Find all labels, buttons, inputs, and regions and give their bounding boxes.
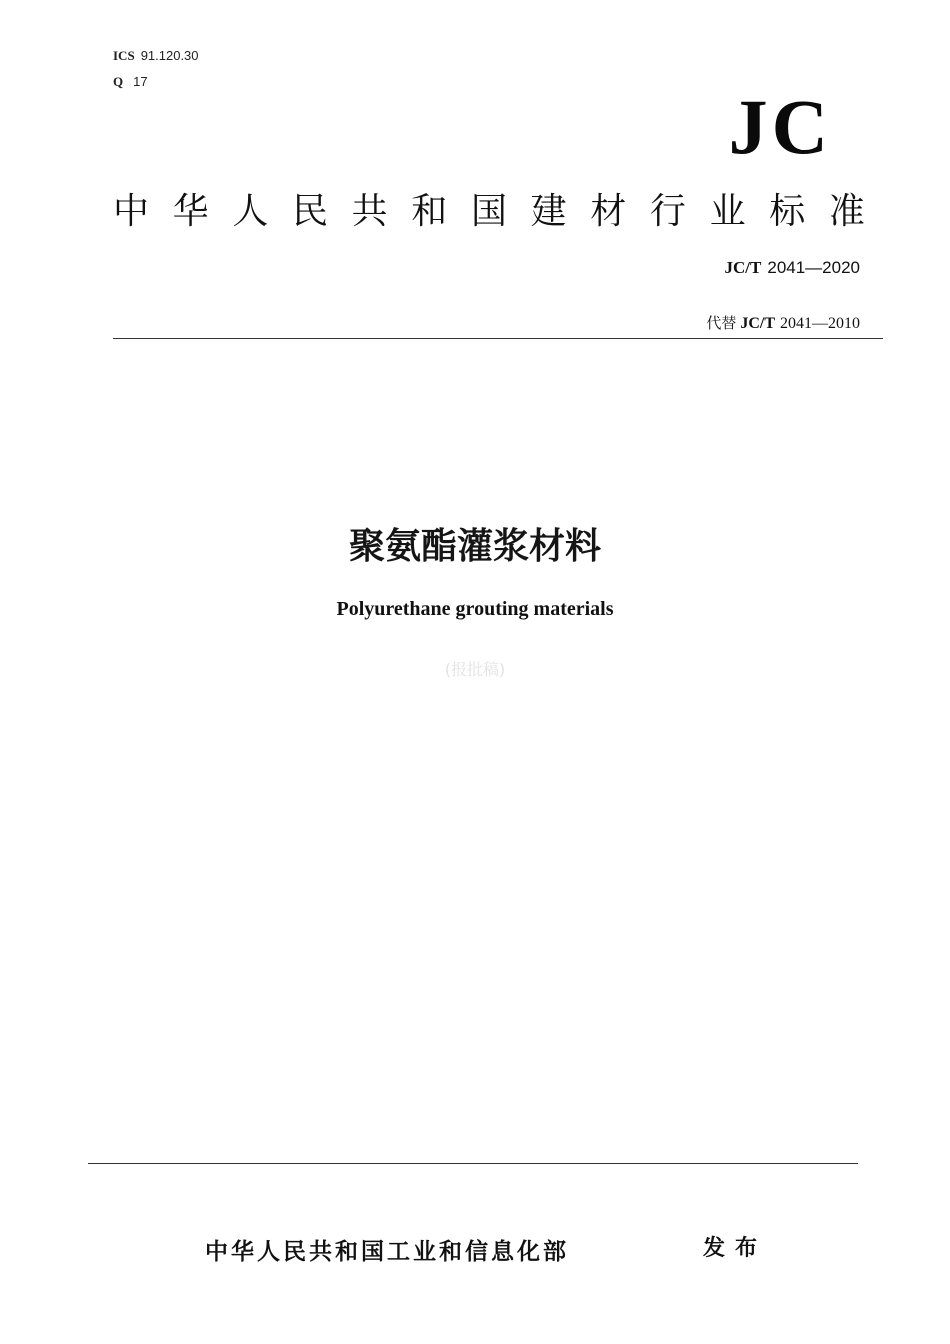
ccs-code — [113, 74, 148, 90]
ics-code — [113, 48, 199, 64]
footer-divider — [88, 1163, 858, 1164]
category-char: 华 — [172, 191, 209, 232]
ccs-value: 17 — [133, 74, 148, 89]
category-char: 行 — [649, 191, 686, 232]
issuing-authority: 中华人民共和国工业和信息化部 — [205, 1239, 569, 1265]
standard-number — [725, 258, 860, 278]
category-char: 标 — [769, 191, 806, 232]
header-divider — [113, 338, 883, 339]
standard-number-prefix: JC/T — [724, 258, 762, 277]
category-char: 人 — [232, 191, 269, 232]
issue-label: 发布 — [703, 1236, 768, 1261]
replaces-number: 2041—2010 — [780, 315, 860, 332]
category-char: 民 — [291, 191, 328, 232]
category-char: 国 — [470, 191, 507, 232]
category-char: 建 — [530, 191, 567, 232]
draft-status: (报批稿) — [444, 660, 506, 679]
standard-category — [113, 183, 865, 234]
standard-number-value: 2041—2020 — [767, 258, 860, 277]
ccs-label: Q — [113, 74, 124, 89]
category-char: 业 — [709, 191, 746, 232]
category-char: 共 — [351, 191, 388, 232]
replaces-prefix: JC/T — [740, 315, 775, 332]
ics-value: 91.120.30 — [140, 48, 199, 63]
category-char: 和 — [411, 191, 448, 232]
replaces-standard — [706, 312, 860, 333]
category-char: 中 — [113, 191, 150, 232]
category-char: 材 — [590, 191, 627, 232]
jc-logo: JC — [728, 83, 832, 170]
ics-label: ICS — [113, 48, 135, 63]
document-title-english: Polyurethane grouting materials — [336, 598, 614, 620]
category-char: 准 — [828, 191, 865, 232]
document-title-chinese: 聚氨酯灌浆材料 — [348, 526, 601, 567]
replaces-label: 代替 — [706, 314, 737, 332]
